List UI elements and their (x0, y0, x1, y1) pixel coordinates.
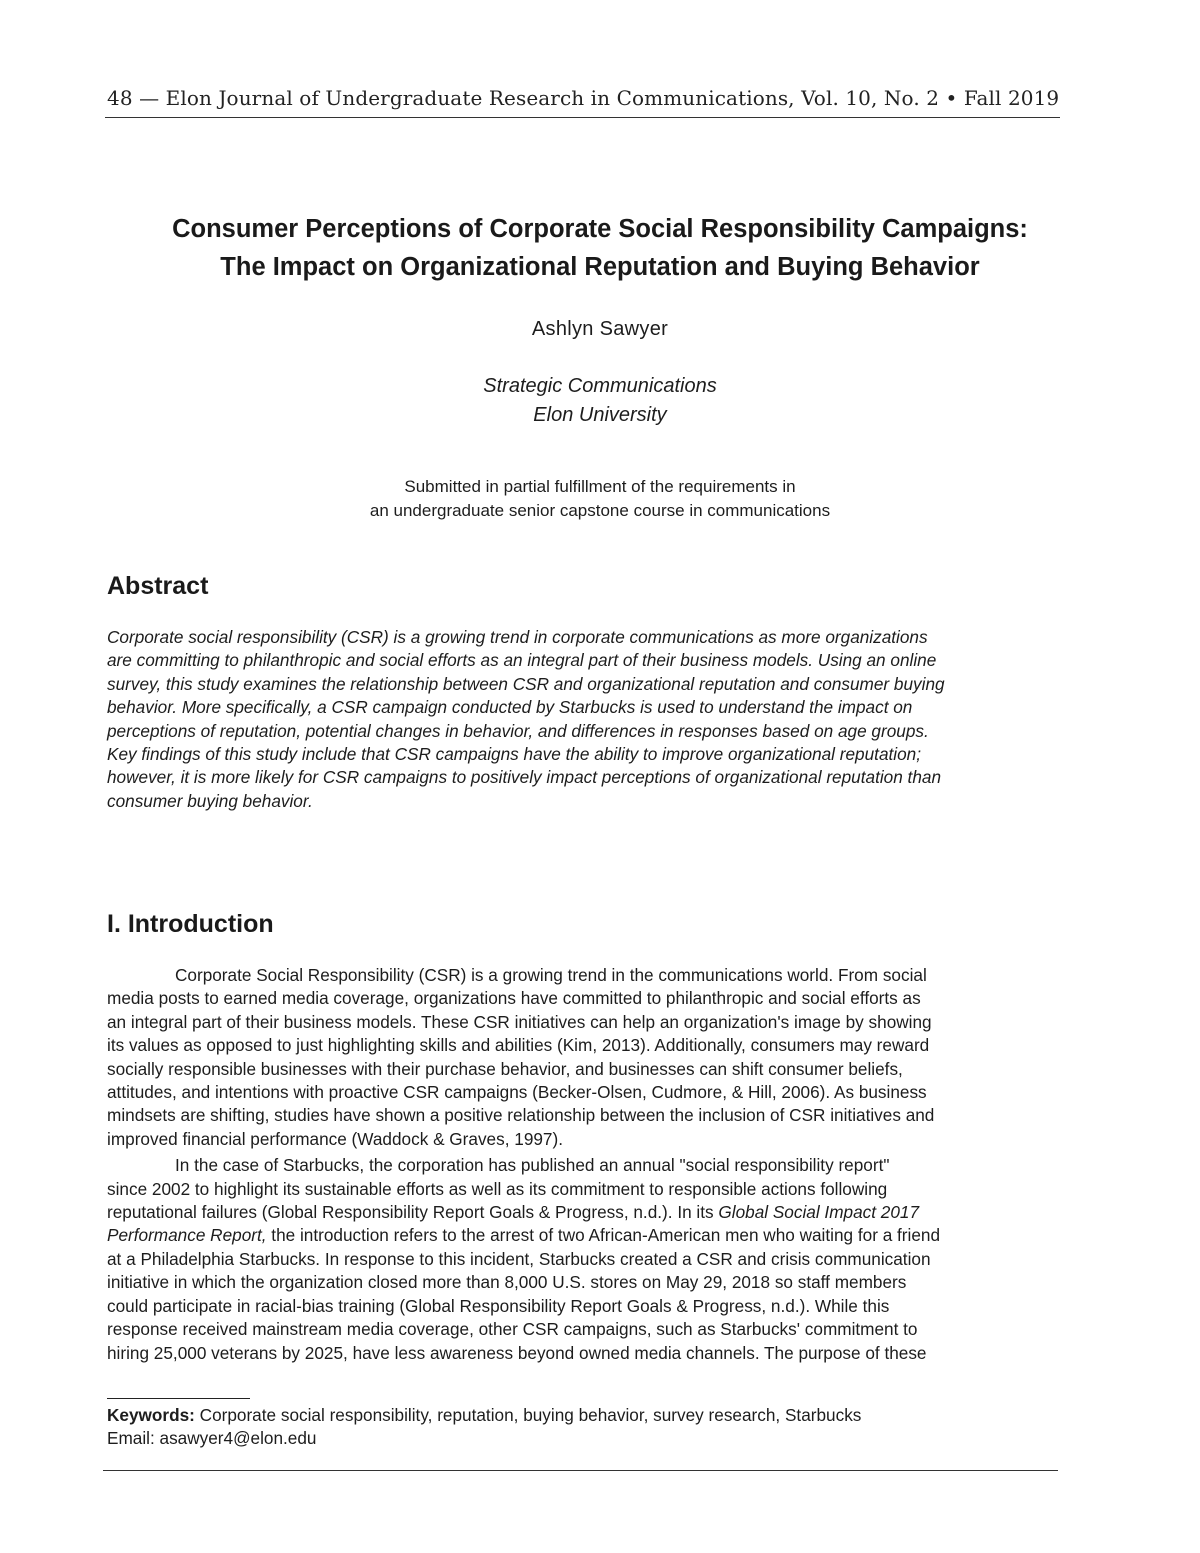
introduction-heading: I. Introduction (107, 910, 274, 938)
footer-rule (103, 1470, 1058, 1471)
abstract-line: Key findings of this study include that CSR campaigns have the ability to improve organizational reputation; (107, 744, 921, 765)
intro-line: mindsets are shifting, studies have shown a positive relationship between the inclusion of CSR initiatives and (107, 1105, 935, 1126)
author-name: Ashlyn Sawyer (531, 318, 669, 340)
title-line-1: Consumer Perceptions of Corporate Social Responsibility Campaigns: (172, 215, 1028, 243)
footnotes (107, 1404, 1047, 1450)
footnote-rule (107, 1398, 250, 1399)
intro-line (107, 1224, 1067, 1247)
intro-line: improved financial performance (Waddock & Graves, 1997). (107, 1128, 563, 1149)
introduction-body (107, 964, 1067, 1365)
title-line-2: The Impact on Organizational Reputation and Buying Behavior (220, 253, 980, 281)
running-head: 48 — Elon Journal of Undergraduate Research in Communications, Vol. 10, No. 2 • Fall 2019 (107, 86, 1060, 110)
intro-line: socially responsible businesses with their purchase behavior, and businesses can shift consumer beliefs, (107, 1058, 903, 1079)
intro-line: media posts to earned media coverage, organizations have committed to philanthropic and social efforts as (107, 988, 921, 1009)
intro-line: In the case of Starbucks, the corporation has published an annual "social responsibility report" (175, 1155, 890, 1176)
abstract-body (107, 626, 1067, 813)
report-title-italic: Performance Report, (107, 1225, 267, 1246)
intro-line: at a Philadelphia Starbucks. In response to this incident, Starbucks created a CSR and crisis communication (107, 1248, 931, 1269)
author-affiliation (80, 372, 1120, 430)
submission-note-line-1: Submitted in partial fulfillment of the requirements in (404, 477, 796, 496)
intro-line: hiring 25,000 veterans by 2025, have less awareness beyond owned media channels. The purpose of these (107, 1342, 927, 1363)
paper-title (80, 210, 1120, 286)
submission-note (80, 475, 1120, 523)
affiliation-department: Strategic Communications (483, 375, 717, 397)
intro-line: its values as opposed to just highlighting skills and abilities (Kim, 2013). Additionally, consumers may reward (107, 1035, 930, 1056)
header-rule (105, 117, 1060, 118)
intro-line: Corporate Social Responsibility (CSR) is a growing trend in the communications world. From social (175, 965, 927, 985)
introduction-paragraph-2 (107, 1154, 1067, 1365)
intro-text: the introduction refers to the arrest of two African-American men who waiting for a friend (266, 1225, 941, 1246)
report-title-italic: Global Social Impact 2017 (718, 1202, 920, 1223)
intro-line: initiative in which the organization closed more than 8,000 U.S. stores on May 29, 2018 so staff members (107, 1272, 907, 1293)
introduction-paragraph-1 (107, 964, 1067, 1151)
submission-note-line-2: an undergraduate senior capstone course in communications (369, 501, 831, 520)
keywords-text: Corporate social responsibility, reputation, buying behavior, survey research, Starbucks (194, 1405, 862, 1425)
abstract-line: are committing to philanthropic and social efforts as an integral part of their business models. Using an online (107, 650, 937, 671)
intro-text: reputational failures (Global Responsibility Report Goals & Progress, n.d.). In its (107, 1202, 719, 1223)
abstract-line: however, it is more likely for CSR campaigns to positively impact perceptions of organizational reputation than (107, 767, 942, 788)
intro-line: an integral part of their business models. These CSR initiatives can help an organization's image by showing (107, 1011, 932, 1032)
intro-line (107, 1201, 1067, 1224)
abstract-line: consumer buying behavior. (107, 790, 313, 811)
abstract-heading: Abstract (107, 572, 209, 600)
intro-line: since 2002 to highlight its sustainable efforts as well as its commitment to responsible actions following (107, 1178, 888, 1199)
affiliation-university: Elon University (533, 404, 667, 426)
abstract-line: Corporate social responsibility (CSR) is a growing trend in corporate communications as more organizations (107, 627, 928, 647)
intro-line: attitudes, and intentions with proactive CSR campaigns (Becker-Olsen, Cudmore, & Hill, 2006). As business (107, 1082, 927, 1103)
author-email: Email: asawyer4@elon.edu (107, 1428, 317, 1448)
intro-line: response received mainstream media coverage, other CSR campaigns, such as Starbucks' commitment to (107, 1319, 918, 1340)
keywords-label: Keywords: (107, 1405, 195, 1425)
abstract-line: behavior. More specifically, a CSR campaign conducted by Starbucks is used to understand the impact on (107, 697, 913, 718)
keywords-line (107, 1404, 1047, 1427)
intro-line: could participate in racial-bias training (Global Responsibility Report Goals & Progress, n.d.). While this (107, 1295, 890, 1316)
abstract-line: perceptions of reputation, potential changes in behavior, and differences in responses based on age groups. (107, 720, 929, 741)
abstract-line: survey, this study examines the relationship between CSR and organizational reputation and consumer buying (107, 673, 945, 694)
